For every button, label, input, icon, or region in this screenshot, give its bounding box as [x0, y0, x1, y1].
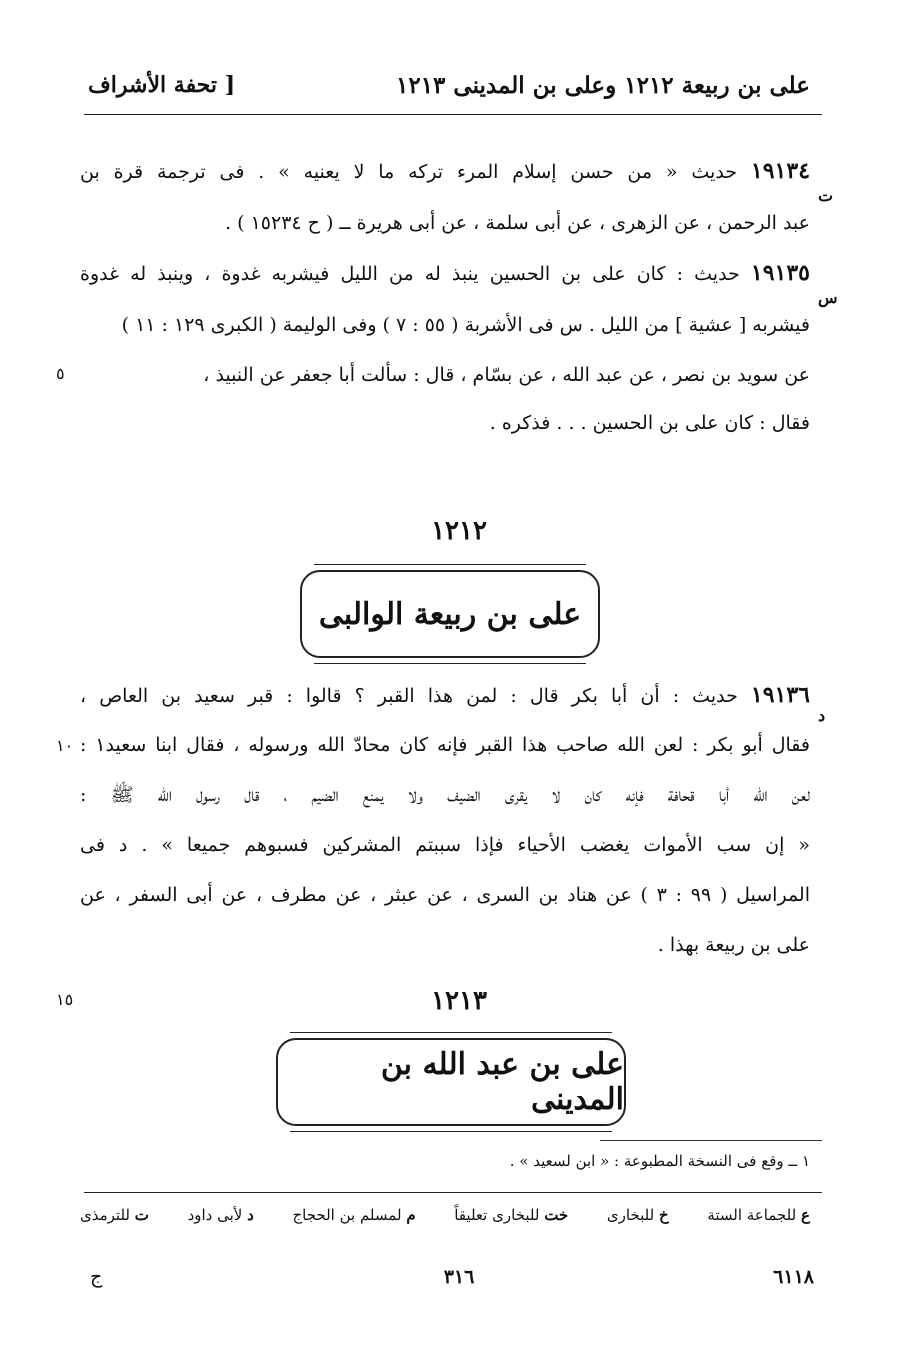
header-rule — [84, 114, 822, 115]
section-title-box — [276, 1038, 626, 1126]
abbrev-item: ع للجماعة الستة — [707, 1206, 810, 1224]
line-number-10: ١٠ — [56, 736, 74, 755]
entry-19136-line-3: لعن الله أبا قحافة فإنه كان لا يقرى الضيف ولا يمنع الضيم ، قال رسول الله ﷺ : — [80, 784, 810, 806]
page-number: ٣١٦ — [443, 1266, 475, 1288]
entry-19134-line-1: ١٩١٣٤ حديث « من حسن إسلام المرء تركه ما لا يعنيه » . فى ترجمة قرة بن — [80, 158, 811, 184]
section-number: ١٢١٢ — [431, 516, 487, 546]
section-title: على بن عبد الله بن المدينى — [380, 1047, 624, 1117]
footnote-rule — [600, 1140, 822, 1141]
entry-19134-line-2: عبد الرحمن ، عن الزهرى ، عن أبى سلمة ، عن أبى هريرة ــ ( ح ١٥٢٣٤ ) . — [225, 212, 810, 234]
entry-19135-line-3: عن سويد بن نصر ، عن عبد الله ، عن بسّام ، قال : سألت أبا جعفر عن النبيذ ، — [203, 364, 810, 386]
entry-19135-line-4: فقال : كان على بن الحسين . . . فذكره . — [489, 412, 810, 434]
section-title-box — [300, 570, 600, 658]
entry-19135-line-1: ١٩١٣٥ حديث : كان على بن الحسين ينبذ له من الليل فيشربه غدوة ، وينبذ له غدوة — [80, 260, 810, 286]
entry-19136-line-5: المراسيل ( ٩٩ : ٣ ) عن هناد بن السرى ، عن عبثر ، عن مطرف ، عن أبى السفر ، عن — [80, 884, 810, 906]
abbrev-item: خت للبخارى تعليقاً — [454, 1206, 569, 1224]
entry-19136-line-6: على بن ربيعة بهذا . — [657, 934, 810, 956]
section-title: على بن ربيعة الوالبى — [318, 596, 582, 632]
abbreviation-legend — [80, 1206, 810, 1224]
narrator-mark: د — [818, 706, 826, 725]
abbrev-item: ت للترمذى — [80, 1206, 149, 1224]
footnote: ١ ــ وقع فى النسخة المطبوعة : « ابن لسعيد » . — [509, 1152, 810, 1170]
hadith-number: ١٩١٣٥ — [750, 260, 810, 286]
section-number: ١٢١٣ — [431, 986, 487, 1016]
hadith-number: ١٩١٣٦ — [750, 682, 810, 708]
abbrev-item: د لأبى داود — [187, 1206, 254, 1224]
abbrev-item: م لمسلم بن الحجاج — [292, 1206, 416, 1224]
narrator-mark: ت — [818, 186, 834, 205]
entry-19135-line-2: فيشربه [ عشية ] من الليل . س فى الأشربة ( ٥٥ : ٧ ) وفى الوليمة ( الكبرى ١٢٩ : ١١ ) — [121, 314, 810, 336]
running-header-title: على بن ربيعة ١٢١٢ وعلى بن المدينى ١٢١٣ — [395, 72, 810, 99]
entry-19136-line-1: ١٩١٣٦ حديث : أن أبا بكر قال : لمن هذا القبر ؟ قالوا : قبر سعيد بن العاص ، — [80, 682, 810, 708]
line-number-15: ١٥ — [56, 990, 74, 1009]
entry-19136-line-4: « إن سب الأموات يغضب الأحياء فإذا سببتم المشركين فسبوهم جميعا » . د فى — [80, 834, 810, 856]
footer-rule — [84, 1192, 822, 1193]
running-serial: ٦١١٨ — [773, 1266, 814, 1288]
abbrev-item: خ للبخارى — [606, 1206, 669, 1224]
running-header-book: [ تحفة الأشراف — [88, 72, 236, 98]
hadith-number: ١٩١٣٤ — [750, 158, 811, 184]
signature-mark: ج — [90, 1266, 103, 1288]
entry-19136-line-2: فقال أبو بكر : لعن الله صاحب هذا القبر فإنه كان محادّ الله ورسوله ، فقال ابنا سعيد١ : — [80, 734, 810, 756]
narrator-mark: س — [818, 288, 838, 307]
line-number-5: ٥ — [56, 364, 65, 383]
